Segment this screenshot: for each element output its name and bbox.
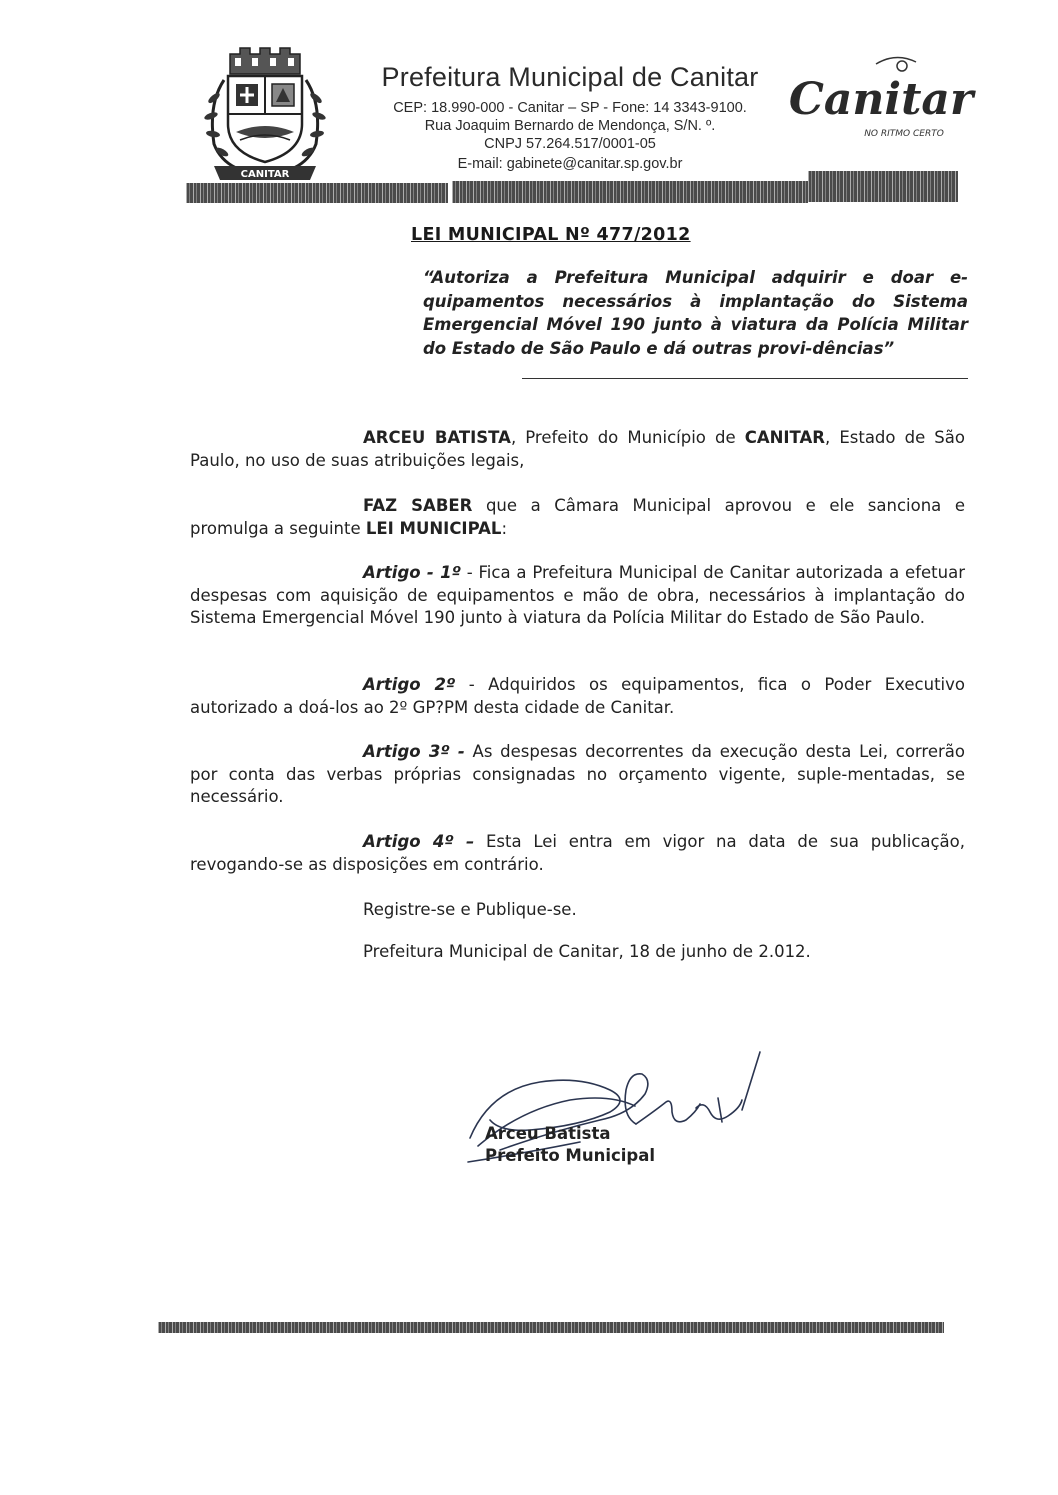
article-text: As despesas decorrentes da execução desta Lei, correrão por conta das verbas próprias consignadas no orçamento vigente, suple-mentadas, se necessário.: [190, 742, 965, 806]
article-1: [190, 562, 965, 630]
intro-text-end: , Estado de São Paulo, no uso de suas atribuições legais,: [190, 428, 965, 470]
signatory-title: Prefeito Municipal: [485, 1146, 656, 1165]
letterhead-divider-left: [186, 183, 448, 203]
closing-place-date: Prefeitura Municipal de Canitar, 18 de junho de 2.012.: [363, 942, 811, 961]
letterhead-contact: CEP: 18.990-000 - Canitar – SP - Fone: 14 3343-9100.: [393, 100, 747, 116]
article-text: - Fica a Prefeitura Municipal de Canitar autorizada a efetuar despesas com aquisição de equipamentos e mão de obra, necessários à implantação do Sistema Emergencial Móvel 190 junto à viatura da Polícia Militar do Estado de São Paulo.: [190, 563, 965, 627]
canitar-logo-icon: [788, 52, 974, 152]
city-name: CANITAR: [744, 428, 825, 447]
article-label: Artigo - 1º: [363, 563, 461, 582]
article-4: [190, 831, 965, 876]
article-2: [190, 674, 965, 719]
letterhead-divider-right: [808, 171, 958, 202]
municipal-crest-icon: [200, 44, 330, 186]
signatory-name: Arceu Batista: [485, 1124, 611, 1143]
letterhead-address: Rua Joaquim Bernardo de Mendonça, S/N. º.: [424, 118, 716, 134]
law-title: LEI MUNICIPAL Nº 477/2012: [411, 225, 691, 245]
footer-divider: [158, 1322, 944, 1333]
article-label: Artigo 4º –: [363, 832, 475, 851]
closing-register: Registre-se e Publique-se.: [363, 900, 577, 919]
faz-saber-text: que a Câmara Municipal aprovou e ele sanciona e promulga a seguinte: [190, 496, 966, 538]
faz-saber-paragraph: [190, 495, 965, 540]
article-text: - Adquiridos os equipamentos, fica o Poder Executivo autorizado a doá-los ao 2º GP?PM desta cidade de Canitar.: [190, 675, 965, 717]
svg-text:Canitar: Canitar: [788, 74, 974, 125]
mayor-name: ARCEU BATISTA: [363, 428, 511, 447]
faz-saber-lead: FAZ SABER: [363, 496, 473, 515]
article-text: Esta Lei entra em vigor na data de sua publicação, revogando-se as disposições em contrário.: [190, 832, 965, 874]
faz-saber-end: :: [501, 518, 507, 538]
intro-paragraph: [190, 427, 965, 472]
letterhead-cnpj: CNPJ 57.264.517/0001-05: [484, 136, 656, 152]
faz-saber-tail: LEI MUNICIPAL: [365, 518, 502, 538]
ementa-underline: [522, 378, 968, 379]
letterhead-email: E-mail: gabinete@canitar.sp.gov.br: [457, 156, 683, 172]
letterhead-divider-center: [452, 181, 808, 203]
intro-text: , Prefeito do Município de: [510, 428, 745, 447]
article-label: Artigo 3º -: [363, 742, 465, 761]
svg-text:CANITAR: CANITAR: [240, 169, 290, 180]
law-ementa: “Autoriza a Prefeitura Municipal adquirir e doar e-quipamentos necessários à implantação do Sistema Emergencial Móvel 190 junto à viatura da Polícia Militar do Estado de São Paulo e dá outras provi-dências”: [423, 268, 968, 358]
article-3: [190, 741, 965, 809]
letterhead-title: Prefeitura Municipal de Canitar: [381, 62, 759, 92]
article-label: Artigo 2º: [363, 675, 456, 694]
svg-text:NO RITMO CERTO: NO RITMO CERTO: [864, 129, 944, 139]
